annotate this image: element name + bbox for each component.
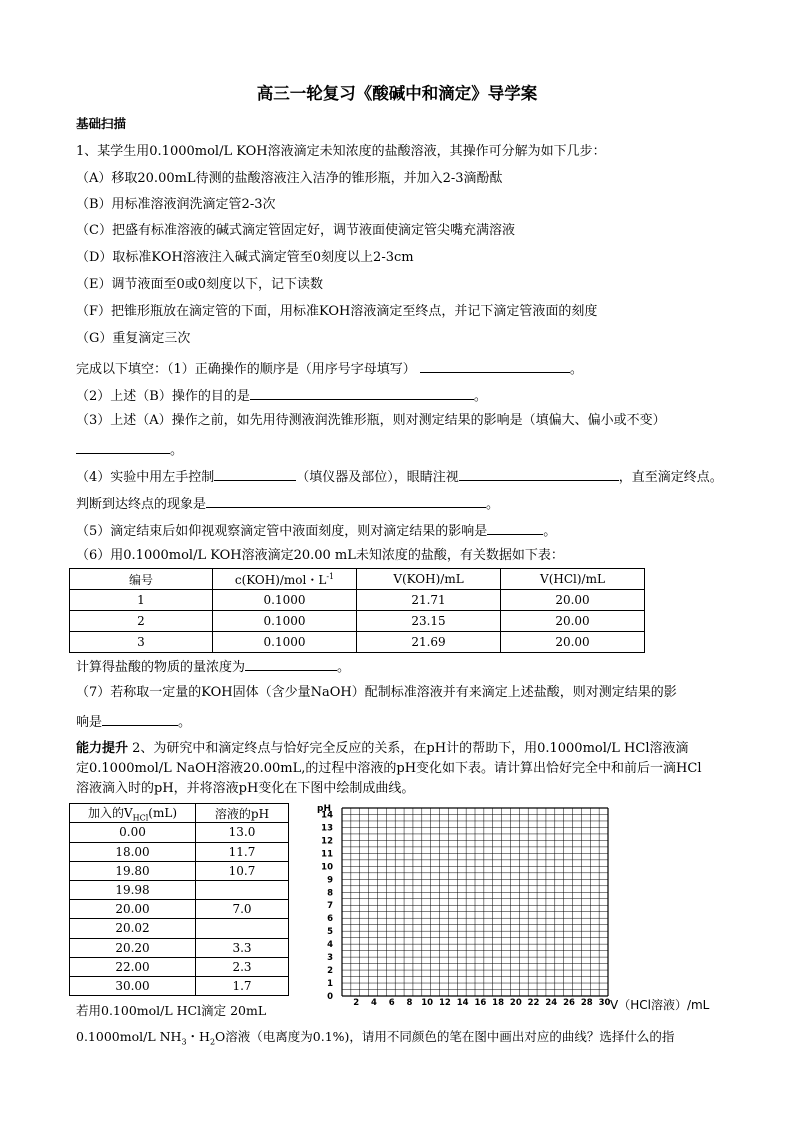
p4-text-a: （4）实验中用左手控制 [76, 470, 215, 485]
table-header-row [70, 569, 645, 590]
titration-data-table [69, 568, 645, 653]
table-cell: 11.7 [196, 842, 289, 861]
q2-text-1: 2、为研究中和滴定终点与恰好完全反应的关系，在pH计的帮助下，用0.1000mol/L HCl溶液滴 [132, 741, 689, 756]
answer-blank-3[interactable] [76, 440, 170, 454]
p2-text: （2）上述（B）操作的目的是 [76, 389, 250, 404]
table-cell: 18.00 [70, 842, 196, 861]
x-tick-labels [353, 998, 610, 1008]
y-tick-label: 12 [321, 836, 333, 847]
table-cell: 20.02 [70, 919, 196, 938]
subscript-2: 2 [209, 1037, 216, 1047]
period: 。 [569, 362, 583, 377]
subscript-3: 3 [181, 1037, 187, 1047]
fill-line-5 [76, 494, 499, 513]
step-a: （A）移取20.00mL待测的盐酸溶液注入洁净的锥形瓶，并加入2-3滴酚酞 [76, 171, 503, 186]
ph-data-table [69, 803, 289, 996]
table-cell: 0.1000 [213, 590, 357, 611]
answer-blank-2[interactable] [250, 386, 474, 400]
period: 。 [543, 524, 557, 539]
y-tick-label: 13 [321, 823, 333, 834]
table-header [213, 569, 357, 590]
y-tick-label: 2 [327, 966, 333, 977]
fill-intro-text: 完成以下填空：（1）正确操作的顺序是（用序号字母填写） [76, 362, 416, 377]
period: 。 [473, 389, 487, 404]
p4-text-d: 判断到达终点的现象是 [76, 497, 207, 512]
table-row [70, 590, 645, 611]
period: 。 [178, 715, 192, 730]
table-cell: 13.0 [196, 823, 289, 842]
x-tick-label: 22 [527, 998, 540, 1008]
table-row [70, 900, 289, 919]
table-cell: 2 [70, 611, 213, 632]
followup-text-3: O溶液（电离度为0.1%)，请用不同颜色的笔在图中画出对应的曲线？选择什么的指 [215, 1029, 675, 1044]
y-tick-label: 1 [327, 979, 333, 990]
table-cell: 20.00 [70, 900, 196, 919]
unit-exponent: -1 [326, 571, 335, 581]
y-axis-label: pH [317, 804, 331, 814]
header-v-text: 加入的V [87, 806, 133, 820]
x-axis-label: V（HCl溶液）/mL [610, 998, 710, 1012]
table-row [70, 957, 289, 976]
page-title: 高三一轮复习《酸碱中和滴定》导学案 [256, 84, 538, 103]
table-row [70, 880, 289, 899]
table-cell: 22.00 [70, 957, 196, 976]
x-tick-label: 12 [438, 998, 451, 1008]
x-tick-label: 20 [509, 998, 522, 1008]
table-cell: 19.80 [70, 861, 196, 880]
table-cell: 1 [70, 590, 213, 611]
table-cell: 2.3 [196, 957, 289, 976]
x-tick-label: 8 [406, 998, 413, 1008]
y-tick-label: 3 [327, 953, 333, 964]
answer-blank-1[interactable] [420, 359, 570, 373]
table-row [70, 632, 645, 653]
table-cell: 19.98 [70, 880, 196, 899]
fill-line-2 [76, 386, 487, 405]
table-cell: 20.00 [501, 590, 645, 611]
y-tick-label: 5 [327, 927, 333, 938]
step-e: （E）调节液面至0或0刻度以下，记下读数 [76, 277, 324, 292]
step-f: （F）把锥形瓶放在滴定管的下面，用标准KOH溶液滴定至终点，并记下滴定管液面的刻度 [76, 304, 598, 319]
table-cell: 3.3 [196, 938, 289, 957]
step-c: （C）把盛有标准溶液的碱式滴定管固定好，调节液面使滴定管尖嘴充满溶液 [76, 223, 515, 238]
y-tick-label: 10 [321, 862, 333, 873]
table-header: V(HCl)/mL [501, 569, 645, 590]
table-cell: 1.7 [196, 976, 289, 995]
x-tick-label: 10 [421, 998, 434, 1008]
header-v-unit: (mL) [148, 806, 178, 820]
question-2-followup-a: 若用0.100mol/L HCl滴定 20mL [76, 1003, 267, 1018]
fill-line-6 [76, 521, 556, 540]
table-header: 编号 [70, 569, 213, 590]
hcl-subscript: HCl [132, 813, 149, 823]
p4-text-c: ，直至滴定终点。 [618, 470, 723, 485]
y-tick-label: 6 [327, 914, 333, 925]
table-cell: 0.00 [70, 823, 196, 842]
answer-blank-5[interactable] [459, 467, 619, 481]
table-row [70, 823, 289, 842]
header-unit-text: c(KOH)/mol・L [234, 572, 327, 587]
y-tick-label: 11 [321, 849, 333, 860]
table-cell: 0.1000 [213, 632, 357, 653]
table-row [70, 611, 645, 632]
p6-calc-text: 计算得盐酸的物质的量浓度为 [76, 660, 246, 675]
y-tick-label: 0 [327, 992, 333, 1002]
table-cell: 20.00 [501, 611, 645, 632]
y-tick-labels [321, 810, 333, 1002]
p6-text: （6）用0.1000mol/L KOH溶液滴定20.00 mL未知浓度的盐酸，有关数据如下表： [76, 548, 564, 563]
step-b: （B）用标准溶液润洗滴定管2-3次 [76, 197, 276, 212]
period: 。 [337, 660, 351, 675]
x-tick-label: 16 [474, 998, 487, 1008]
x-tick-label: 28 [580, 998, 593, 1008]
x-tick-label: 6 [388, 998, 395, 1008]
period: 。 [170, 443, 184, 458]
table-header: 溶液的pH [196, 804, 289, 823]
period: 。 [486, 497, 500, 512]
question-2-line-3: 溶液滴入时的pH，并将溶液pH变化在下图中绘制成曲线。 [76, 781, 415, 796]
p3-text: （3）上述（A）操作之前，如先用待测液润洗锥形瓶，则对测定结果的影响是（填偏大、偏小或不变） [76, 413, 666, 428]
y-tick-label: 8 [327, 888, 333, 899]
table-cell: 30.00 [70, 976, 196, 995]
step-d: （D）取标准KOH溶液注入碱式滴定管至0刻度以上2-3cm [76, 250, 414, 265]
table-cell: 0.1000 [213, 611, 357, 632]
table-row [70, 976, 289, 995]
table-row [70, 919, 289, 938]
chart-grid [342, 808, 608, 996]
step-g: （G）重复滴定三次 [76, 331, 191, 346]
table-row [70, 861, 289, 880]
fill-line-8 [76, 712, 191, 731]
followup-text-1: 0.1000mol/L NH [76, 1029, 182, 1044]
p4-text-b: （填仪器及部位），眼睛注视 [296, 470, 459, 485]
y-tick-label: 14 [321, 810, 333, 821]
table-header: V(KOH)/mL [357, 569, 501, 590]
x-tick-label: 26 [563, 998, 575, 1008]
p5-text: （5）滴定结束后如仰视观察滴定管中液面刻度，则对滴定结果的影响是 [76, 524, 488, 539]
answer-blank-8[interactable] [245, 657, 337, 671]
fill-line-3 [76, 440, 183, 459]
section-heading: 基础扫描 [76, 116, 127, 131]
p7-text-b: 响是 [76, 715, 103, 730]
x-tick-label: 30 [598, 998, 611, 1008]
question-2-line-1 [76, 741, 688, 757]
table-cell[interactable] [196, 919, 289, 938]
question-2-line-2: 定0.1000mol/L NaOH溶液20.00mL,的过程中溶液的pH变化如下表。请计算出恰好完全中和前后一滴HCl [76, 761, 702, 776]
x-tick-label: 4 [371, 998, 377, 1008]
answer-blank-7[interactable] [487, 521, 543, 535]
x-tick-label: 24 [545, 998, 558, 1008]
question-2-followup-b [76, 1029, 674, 1051]
table-cell: 3 [70, 632, 213, 653]
table-row [70, 938, 289, 957]
x-tick-label: 14 [456, 998, 469, 1008]
fill-line-7 [76, 657, 350, 676]
table-row [70, 842, 289, 861]
x-tick-label: 18 [492, 998, 505, 1008]
y-tick-label: 7 [327, 901, 333, 912]
table-cell: 21.71 [357, 590, 501, 611]
table-cell: 7.0 [196, 900, 289, 919]
table-header [70, 804, 196, 823]
table-cell[interactable] [196, 880, 289, 899]
ph-grid-chart[interactable] [312, 800, 732, 1015]
table-header-row [70, 804, 289, 823]
p7-text-a: （7）若称取一定量的KOH固体（含少量NaOH）配制标准溶液并有来滴定上述盐酸，则对测定结果的影 [76, 685, 677, 700]
answer-blank-6[interactable] [206, 494, 486, 508]
table-cell: 21.69 [357, 632, 501, 653]
y-tick-label: 9 [327, 875, 333, 886]
x-tick-label: 2 [353, 998, 360, 1008]
table-cell: 23.15 [357, 611, 501, 632]
table-cell: 10.7 [196, 861, 289, 880]
table-cell: 20.00 [501, 632, 645, 653]
answer-blank-9[interactable] [102, 712, 178, 726]
followup-text-2: ・H [186, 1029, 210, 1044]
table-cell: 20.20 [70, 938, 196, 957]
answer-blank-4[interactable] [214, 467, 296, 481]
fill-line-4 [76, 467, 723, 486]
question-1-stem: 1、某学生用0.1000mol/L KOH溶液滴定未知浓度的盐酸溶液，其操作可分解为如下几步： [76, 144, 606, 159]
y-tick-label: 4 [327, 940, 333, 951]
fill-line-1 [76, 359, 583, 378]
ability-label: 能力提升 [76, 741, 129, 756]
